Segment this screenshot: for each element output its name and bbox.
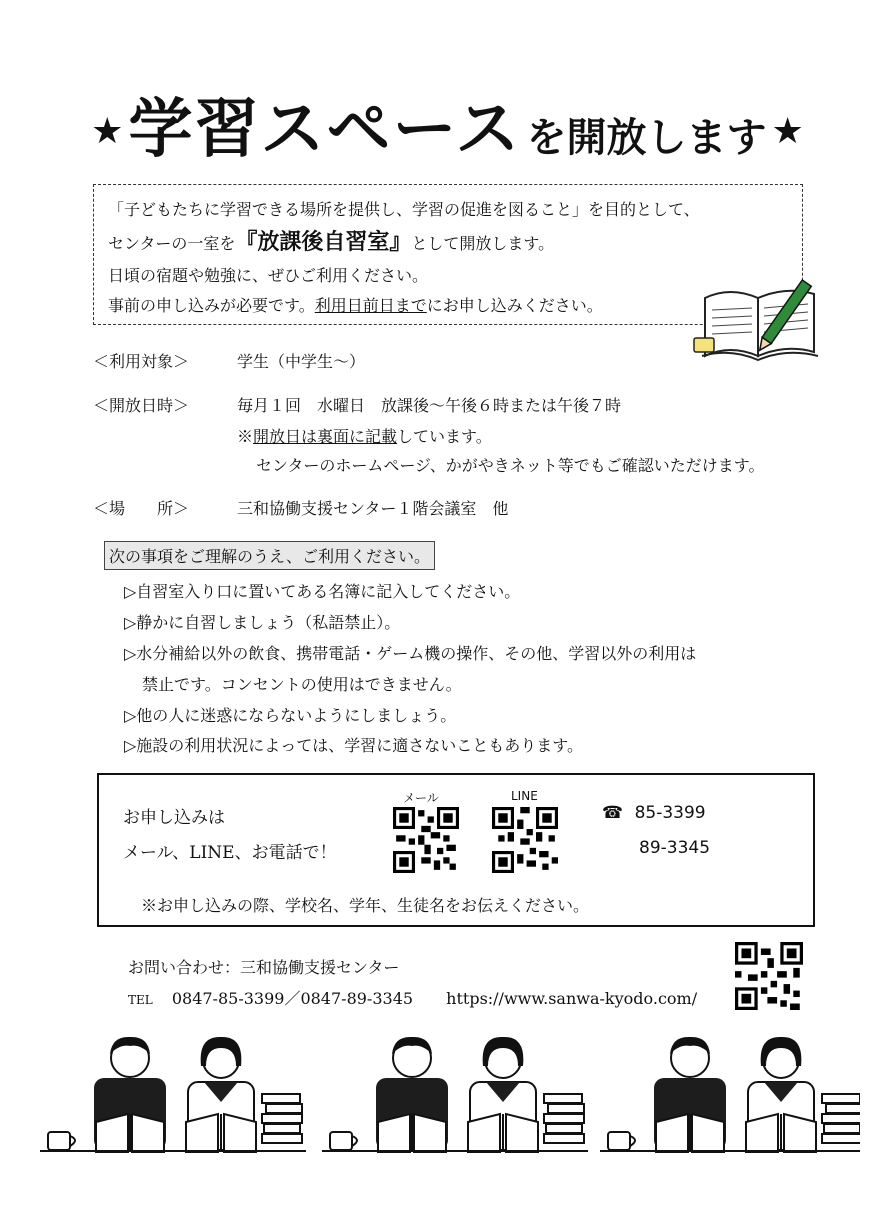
note-mark: ※ <box>237 427 254 446</box>
title-tail: を開放します <box>526 115 767 161</box>
student-group <box>322 1037 588 1152</box>
star-icon-right: ★ <box>771 111 804 152</box>
application-box <box>97 773 815 927</box>
apply-line-1: お申し込みは <box>123 808 225 828</box>
date-note-1 <box>237 424 492 447</box>
line-qr-code-icon[interactable] <box>492 807 558 873</box>
website-qr-code-icon[interactable] <box>735 942 803 1010</box>
star-icon-left: ★ <box>91 111 124 152</box>
page-title <box>0 78 895 170</box>
place-label: ＜場 所＞ <box>93 499 190 518</box>
deadline-underlined: 利用日前日まで <box>314 296 427 315</box>
contact-label: お問い合わせ：三和協働支援センター <box>128 958 400 977</box>
date-value: 毎月１回 水曜日 放課後～午後６時または午後７時 <box>237 396 622 415</box>
rule-item: ▷施設の利用状況によっては、学習に適さないこともあります。 <box>124 736 584 755</box>
rule-item: ▷静かに自習しましょう（私語禁止）。 <box>124 613 401 632</box>
apply-line-2: メール、LINE、お電話で！ <box>123 843 337 863</box>
studying-students-illustration <box>40 1030 860 1155</box>
date-note-underlined: 開放日は裏面に記載 <box>253 427 398 446</box>
room-name-highlight: 『放課後自習室』 <box>235 230 412 255</box>
intro-line-3: 日頃の宿題や勉強に、ぜひご利用ください。 <box>108 266 429 285</box>
contact-tel[interactable]: 0847-85-3399／0847-89-3345 <box>171 989 414 1008</box>
intro-line-4-post: にお申し込みください。 <box>426 296 603 315</box>
phone-icon: ☎ <box>602 803 624 823</box>
date-note-tail: しています。 <box>397 427 492 446</box>
website-link[interactable]: https://www.sanwa-kyodo.com/ <box>446 989 698 1008</box>
place-value: 三和協働支援センター１階会議室 他 <box>237 499 509 518</box>
intro-line-1: 「子どもたちに学習できる場所を提供し、学習の促進を図ること」を目的として、 <box>108 200 700 219</box>
title-main: 学習スペース <box>128 93 522 167</box>
mail-qr-label: メール <box>403 791 439 805</box>
mail-qr-code-icon[interactable] <box>393 807 459 873</box>
student-group <box>600 1037 860 1152</box>
intro-line-4 <box>108 293 603 316</box>
target-label: ＜利用対象＞ <box>93 352 190 371</box>
phone-row-1 <box>602 803 706 823</box>
intro-line-2-pre: センターの一室を <box>108 234 236 253</box>
intro-line-2-post: として開放します。 <box>411 234 555 253</box>
intro-line-2 <box>108 225 554 256</box>
contact-row <box>128 986 697 1009</box>
phone-number-2[interactable]: 89-3345 <box>639 838 711 858</box>
target-value: 学生（中学生～） <box>237 352 366 371</box>
rule-item: ▷水分補給以外の飲食、携帯電話・ゲーム機の操作、その他、学習以外の利用は <box>124 644 697 663</box>
apply-note: ※お申し込みの際、学校名、学年、生徒名をお伝えください。 <box>141 896 590 915</box>
line-qr-label: LINE <box>511 789 538 803</box>
student-group <box>40 1037 306 1152</box>
date-label: ＜開放日時＞ <box>93 396 190 415</box>
date-note-2: センターのホームページ、かがやきネット等でもご確認いただけます。 <box>256 456 765 475</box>
rule-item: ▷他の人に迷惑にならないようにしましょう。 <box>124 706 457 725</box>
rules-heading: 次の事項をご理解のうえ、ご利用ください。 <box>104 541 435 570</box>
intro-line-4-pre: 事前の申し込みが必要です。 <box>108 296 315 315</box>
notebook-pencil-icon <box>690 268 830 368</box>
rule-item: ▷自習室入り口に置いてある名簿に記入してください。 <box>124 582 521 601</box>
phone-number-1[interactable]: 85-3399 <box>634 803 706 823</box>
rule-item-continuation: 禁止です。コンセントの使用はできません。 <box>142 675 462 694</box>
tel-label: TEL <box>128 993 153 1007</box>
